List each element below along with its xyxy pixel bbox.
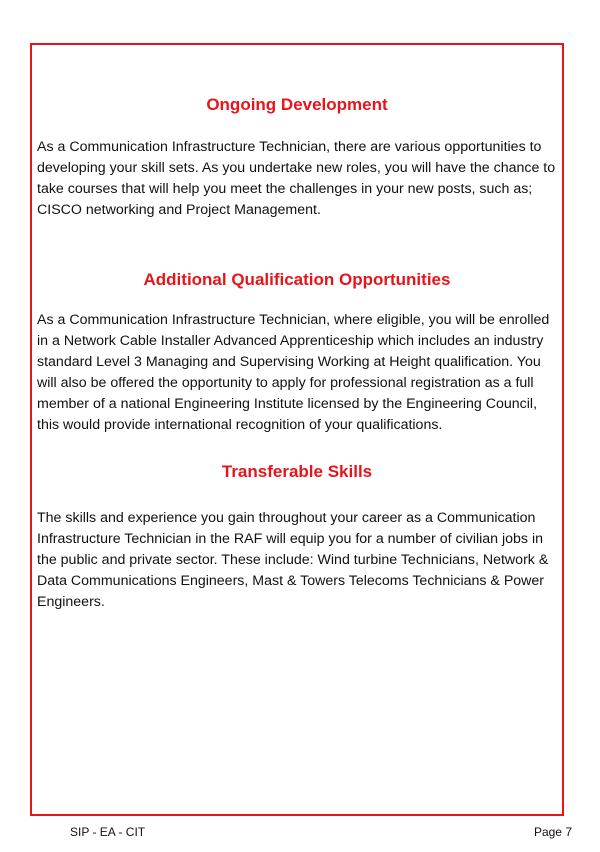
footer-page-number: Page 7 <box>533 825 572 839</box>
section-heading-additional-qualification: Additional Qualification Opportunities <box>143 270 451 289</box>
section-body-ongoing-development: As a Communication Infrastructure Technician, there are various opportunities to developing your skill sets. As you undertake new roles, you will have the chance to take courses that will help you meet the challenges in your new posts, such as; CISCO networking and Project Management. <box>37 139 556 218</box>
page-content <box>37 93 557 613</box>
section-heading-ongoing-development: Ongoing Development <box>206 95 388 114</box>
section-heading-transferable-skills: Transferable Skills <box>221 462 373 481</box>
section-body-transferable-skills: The skills and experience you gain throughout your career as a Communication Infrastructure Technician in the RAF will equip you for a number of civilian jobs in the public and private sector. These include: Wind turbine Technicians, Network & Data Communications Engineers, Mast & Towers Telecoms Technicians & Power Engineers. <box>37 510 549 610</box>
section-body-additional-qualification: As a Communication Infrastructure Technician, where eligible, you will be enrolled in a Network Cable Installer Advanced Apprenticeship which includes an industry standard Level 3 Managing and Supervising Working at Height qualification. You will also be offered the opportunity to apply for professional registration as a full member of a national Engineering Institute licensed by the Engineering Council, this would provide international recognition of your qualifications. <box>37 312 550 433</box>
footer-document-code: SIP - EA - CIT <box>70 825 146 839</box>
